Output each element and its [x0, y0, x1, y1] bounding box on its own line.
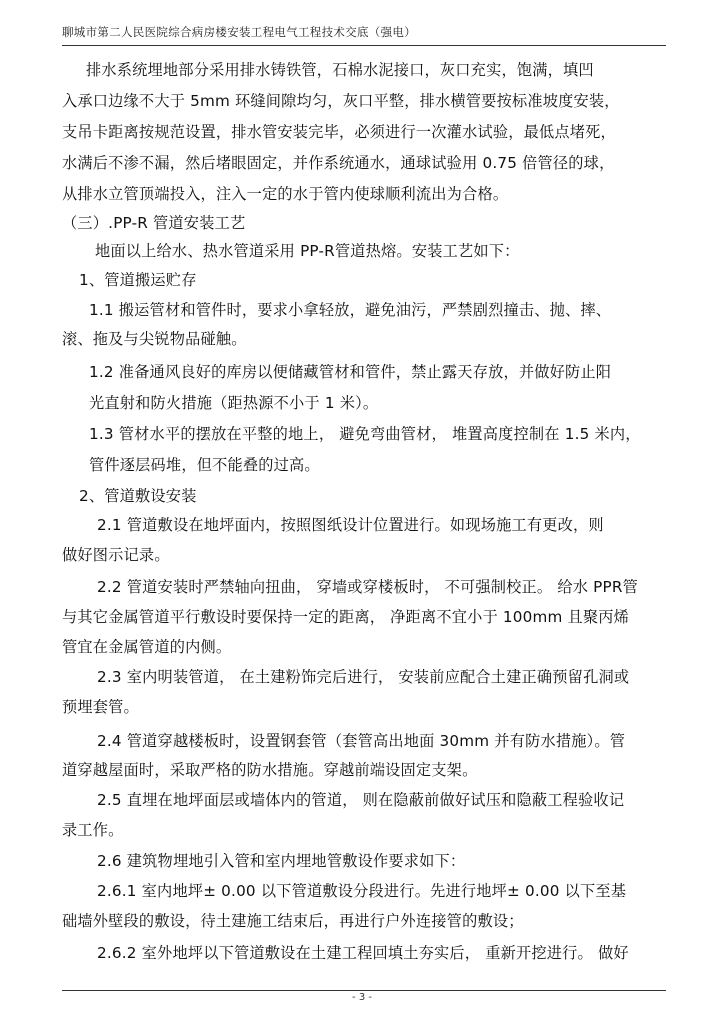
text-line: 2.1 管道敷设在地坪面内，按照图纸设计位置进行。如现场施工有更改，则 [97, 516, 604, 534]
text-line: 与其它金属管道平行敷设时要保持一定的距离， 净距离不宜小于 100mm 且聚丙烯 [62, 608, 630, 626]
page-number: - 3 - [352, 992, 372, 1003]
text-line: 2.2 管道安装时严禁轴向扭曲， 穿墙或穿楼板时， 不可强制校正。 给水 PPR管 [97, 578, 638, 596]
text-line: 水满后不渗不漏，然后堵眼固定，并作系统通水，通球试验用 0.75 倍管径的球， [62, 154, 615, 172]
text-line: 1.3 管材水平的摆放在平整的地上， 避免弯曲管材， 堆置高度控制在 1.5 米内， [89, 425, 641, 443]
text-line: 2.6.2 室外地坪以下管道敷设在土建工程回填土夯实后， 重新开挖进行。 做好 [97, 944, 629, 962]
text-line: 2.3 室内明装管道， 在土建粉饰完后进行， 安装前应配合土建正确预留孔洞或 [97, 668, 630, 686]
text-line: 2.4 管道穿越楼板时，设置钢套管（套管高出地面 30mm 并有防水措施）。管 [97, 732, 626, 750]
text-line: 2.5 直埋在地坪面层或墙体内的管道， 则在隐蔽前做好试压和隐蔽工程验收记 [97, 791, 625, 809]
text-line: 管件逐层码堆，但不能叠的过高。 [89, 456, 320, 474]
text-line: 地面以上给水、热水管道采用 PP-R管道热熔。安装工艺如下： [95, 242, 520, 260]
text-line: 预埋套管。 [62, 698, 139, 716]
text-line: 做好图示记录。 [62, 546, 170, 564]
text-line: 光直射和防火措施（距热源不小于 1 米）。 [89, 394, 379, 412]
subsection-heading: 2、管道敷设安装 [79, 487, 197, 505]
section-heading: （三）.PP-R 管道安装工艺 [62, 214, 246, 232]
text-line: 支吊卡距离按规范设置，排水管安装完毕，必须进行一次灌水试验，最低点堵死， [62, 123, 616, 141]
header-divider [62, 45, 666, 46]
text-line: 入承口边缘不大于 5mm 环缝间隙均匀，灰口平整，排水横管要按标准坡度安装， [62, 92, 620, 110]
text-line: 从排水立管顶端投入，注入一定的水于管内使球顺利流出为合格。 [62, 185, 509, 203]
text-line: 1.1 搬运管材和管件时，要求小拿轻放，避免油污，严禁剧烈撞击、抛、摔、 [89, 301, 612, 319]
text-line: 1.2 准备通风良好的库房以便储藏管材和管件，禁止露天存放，并做好防止阳 [89, 363, 612, 381]
text-line: 排水系统埋地部分采用排水铸铁管，石棉水泥接口，灰口充实，饱满，填凹 [86, 61, 594, 79]
text-line: 管宜在金属管道的内侧。 [62, 638, 232, 656]
page-header-title: 聊城市第二人民医院综合病房楼安装工程电气工程技术交底（强电） [62, 25, 416, 39]
text-line: 滚、拖及与尖锐物品碰触。 [62, 330, 247, 348]
subsection-heading: 1、管道搬运贮存 [79, 271, 197, 289]
footer-divider [62, 990, 666, 991]
text-line: 础墙外壁段的敷设，待土建施工结束后，再进行户外连接管的敷设； [62, 912, 524, 930]
text-line: 录工作。 [62, 821, 124, 839]
text-line: 道穿越屋面时，采取严格的防水措施。穿越前端设固定支架。 [62, 761, 478, 779]
text-line: 2.6 建筑物埋地引入管和室内埋地管敷设作要求如下： [97, 852, 466, 870]
text-line: 2.6.1 室内地坪± 0.00 以下管道敷设分段进行。先进行地坪± 0.00 以下至基 [97, 882, 627, 900]
